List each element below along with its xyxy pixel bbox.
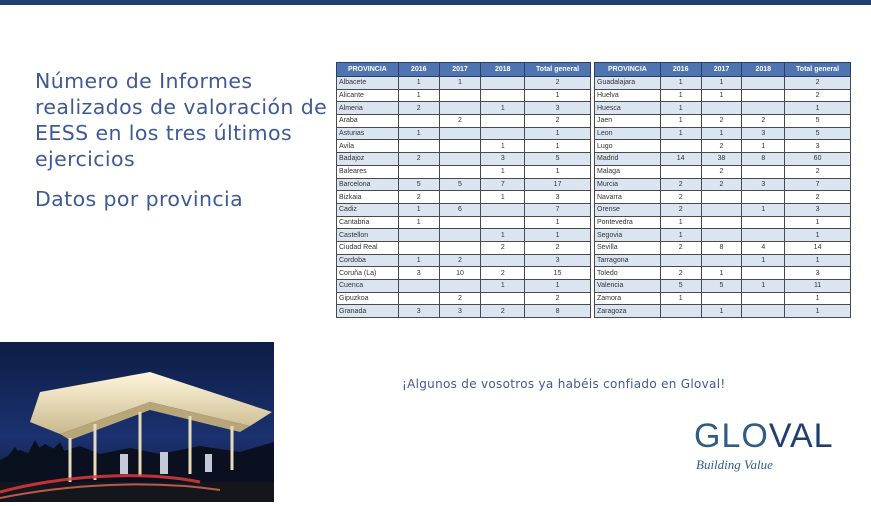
table-header-row [337,63,591,77]
province-name-cell: Baleares [337,165,399,178]
count-cell: 3 [525,191,591,204]
count-cell [439,153,481,166]
count-cell: 2 [481,241,525,254]
province-name-cell: Cuenca [337,280,399,293]
count-cell: 1 [660,77,701,90]
province-name-cell: Leon [595,127,661,140]
count-cell [742,267,785,280]
count-cell: 3 [525,102,591,115]
count-cell [660,305,701,318]
count-cell: 2 [660,191,701,204]
count-cell: 2 [481,305,525,318]
province-name-cell: Navarra [595,191,661,204]
province-name-cell: Lugo [595,140,661,153]
count-cell: 1 [785,254,851,267]
column-header: Total general [785,63,851,77]
province-name-cell: Huelva [595,89,661,102]
count-cell: 2 [785,165,851,178]
count-cell [481,292,525,305]
table-row [337,229,591,242]
count-cell [742,102,785,115]
province-name-cell: Orense [595,203,661,216]
count-cell: 1 [785,216,851,229]
logo-word-start: GLO [694,417,769,455]
count-cell: 3 [481,153,525,166]
table-row [337,280,591,293]
table-row [595,89,851,102]
count-cell [481,115,525,128]
province-name-cell: Barcelona [337,178,399,191]
count-cell [742,305,785,318]
count-cell: 10 [439,267,481,280]
count-cell: 11 [785,280,851,293]
count-cell: 14 [785,241,851,254]
count-cell: 1 [742,140,785,153]
province-name-cell: Asturias [337,127,399,140]
table-row [595,203,851,216]
count-cell: 2 [439,292,481,305]
count-cell: 38 [701,153,742,166]
count-cell: 4 [742,241,785,254]
count-cell: 1 [701,127,742,140]
table-row [595,153,851,166]
count-cell: 1 [525,89,591,102]
count-cell [398,280,439,293]
count-cell: 15 [525,267,591,280]
table-row [595,229,851,242]
count-cell: 1 [398,254,439,267]
count-cell: 1 [398,127,439,140]
count-cell: 1 [660,102,701,115]
count-cell [398,115,439,128]
count-cell: 1 [439,77,481,90]
province-name-cell: Malaga [595,165,661,178]
table-row [337,89,591,102]
table-row [337,254,591,267]
count-cell: 1 [701,89,742,102]
province-name-cell: Toledo [595,267,661,280]
table-row [337,241,591,254]
count-cell: 1 [701,305,742,318]
top-accent-bar [0,0,871,5]
count-cell [742,216,785,229]
gas-station-illustration [0,342,274,502]
count-cell [398,241,439,254]
column-header: PROVINCIA [595,63,661,77]
count-cell: 3 [742,178,785,191]
count-cell [481,89,525,102]
count-cell [398,140,439,153]
province-name-cell: Jaen [595,115,661,128]
table-row [337,77,591,90]
table-row [595,267,851,280]
slide-subtitle: Datos por provincia [35,187,244,211]
count-cell: 1 [660,216,701,229]
count-cell: 1 [742,203,785,216]
count-cell [701,292,742,305]
province-name-cell: Valencia [595,280,661,293]
count-cell: 1 [398,203,439,216]
column-header: 2017 [701,63,742,77]
table-row [337,178,591,191]
province-table-left [336,62,591,318]
count-cell: 1 [701,267,742,280]
count-cell: 3 [785,267,851,280]
table-row [337,115,591,128]
count-cell: 1 [660,229,701,242]
count-cell: 1 [785,229,851,242]
table-row [337,165,591,178]
province-name-cell: Albacete [337,77,399,90]
tagline: ¡Algunos de vosotros ya habéis confiado en Gloval! [402,377,726,391]
count-cell: 5 [785,115,851,128]
logo-word-end: VAL [768,417,834,455]
count-cell: 1 [525,127,591,140]
count-cell [398,292,439,305]
table-row [595,216,851,229]
province-name-cell: Tarragona [595,254,661,267]
count-cell: 1 [785,102,851,115]
province-table-right [594,62,851,318]
column-header: PROVINCIA [337,63,399,77]
gloval-logo [694,418,839,476]
count-cell: 1 [660,115,701,128]
count-cell [660,254,701,267]
table-row [337,305,591,318]
count-cell: 2 [701,115,742,128]
count-cell: 2 [525,115,591,128]
table-row [595,77,851,90]
count-cell: 2 [742,115,785,128]
count-cell: 2 [701,165,742,178]
slide-title: Número de Informes realizados de valoración de EESS en los tres últimos ejercicios [35,69,328,171]
table-row [595,191,851,204]
count-cell [439,89,481,102]
count-cell: 2 [785,191,851,204]
column-header: 2018 [481,63,525,77]
table-row [595,280,851,293]
count-cell [701,203,742,216]
count-cell: 1 [481,280,525,293]
count-cell: 1 [525,280,591,293]
count-cell: 3 [439,305,481,318]
count-cell: 1 [701,77,742,90]
logo-wordmark [694,418,834,454]
count-cell: 1 [398,89,439,102]
province-name-cell: Zaragoza [595,305,661,318]
column-header: 2018 [742,63,785,77]
count-cell: 3 [785,203,851,216]
count-cell [701,254,742,267]
table-row [337,203,591,216]
table-row [595,165,851,178]
table-row [337,191,591,204]
table-row [337,216,591,229]
count-cell [481,203,525,216]
count-cell: 1 [398,216,439,229]
table-row [595,254,851,267]
province-name-cell: Segovia [595,229,661,242]
count-cell [439,127,481,140]
count-cell [701,229,742,242]
count-cell [481,254,525,267]
count-cell [660,140,701,153]
table-row [595,115,851,128]
table-row [337,102,591,115]
count-cell [398,165,439,178]
count-cell [439,241,481,254]
count-cell [742,292,785,305]
count-cell: 1 [660,127,701,140]
count-cell: 1 [525,229,591,242]
gas-station-photo [0,342,274,502]
table-row [595,178,851,191]
logo-slogan: Building Value [696,457,773,472]
count-cell: 14 [660,153,701,166]
province-name-cell: Castellon [337,229,399,242]
count-cell: 1 [481,102,525,115]
province-name-cell: Avila [337,140,399,153]
count-cell: 1 [525,140,591,153]
count-cell [660,165,701,178]
count-cell: 2 [439,115,481,128]
count-cell: 2 [785,89,851,102]
count-cell [439,102,481,115]
count-cell: 6 [439,203,481,216]
count-cell [439,216,481,229]
count-cell: 7 [525,203,591,216]
count-cell [701,102,742,115]
table-row [337,127,591,140]
count-cell: 3 [742,127,785,140]
count-cell: 3 [525,254,591,267]
count-cell: 1 [525,216,591,229]
count-cell: 3 [398,267,439,280]
table-row [337,292,591,305]
count-cell [701,191,742,204]
table-row [595,292,851,305]
province-name-cell: Gipuzkoa [337,292,399,305]
count-cell [742,77,785,90]
count-cell: 1 [742,254,785,267]
count-cell [439,140,481,153]
count-cell: 3 [785,140,851,153]
count-cell: 8 [701,241,742,254]
province-name-cell: Sevilla [595,241,661,254]
province-name-cell: Almeria [337,102,399,115]
column-header: 2016 [398,63,439,77]
count-cell [398,229,439,242]
province-name-cell: Guadalajara [595,77,661,90]
count-cell [481,127,525,140]
province-name-cell: Huesca [595,102,661,115]
table-row [337,140,591,153]
province-name-cell: Alicante [337,89,399,102]
count-cell: 1 [481,140,525,153]
count-cell: 2 [785,77,851,90]
table-row [337,153,591,166]
province-name-cell: Araba [337,115,399,128]
count-cell: 1 [660,89,701,102]
count-cell [742,191,785,204]
count-cell [742,229,785,242]
count-cell: 2 [398,153,439,166]
count-cell: 2 [660,203,701,216]
count-cell: 5 [785,127,851,140]
count-cell: 8 [742,153,785,166]
table-row [337,267,591,280]
count-cell: 2 [481,267,525,280]
table-row [595,305,851,318]
count-cell: 2 [525,292,591,305]
column-header: 2017 [439,63,481,77]
table-row [595,241,851,254]
count-cell: 2 [439,254,481,267]
count-cell: 2 [398,102,439,115]
count-cell: 2 [525,241,591,254]
count-cell: 7 [481,178,525,191]
count-cell: 2 [660,178,701,191]
column-header: Total general [525,63,591,77]
count-cell [701,216,742,229]
count-cell: 1 [785,305,851,318]
province-name-cell: Badajoz [337,153,399,166]
province-name-cell: Bizkaia [337,191,399,204]
table-row [595,127,851,140]
province-name-cell: Ciudad Real [337,241,399,254]
count-cell [481,77,525,90]
count-cell: 60 [785,153,851,166]
count-cell [439,165,481,178]
count-cell: 17 [525,178,591,191]
table-header-row [595,63,851,77]
province-name-cell: Cordoba [337,254,399,267]
count-cell: 5 [701,280,742,293]
count-cell: 1 [660,292,701,305]
province-name-cell: Cadiz [337,203,399,216]
count-cell [742,89,785,102]
count-cell: 2 [398,191,439,204]
count-cell: 1 [785,292,851,305]
count-cell [439,229,481,242]
province-name-cell: Zamora [595,292,661,305]
table-row [595,140,851,153]
table-row [595,102,851,115]
count-cell: 7 [785,178,851,191]
province-name-cell: Cantabria [337,216,399,229]
count-cell: 2 [525,77,591,90]
count-cell: 1 [525,165,591,178]
count-cell [439,280,481,293]
column-header: 2016 [660,63,701,77]
count-cell: 5 [398,178,439,191]
count-cell: 1 [398,77,439,90]
count-cell: 5 [660,280,701,293]
count-cell [481,216,525,229]
province-name-cell: Madrid [595,153,661,166]
count-cell [439,191,481,204]
count-cell: 5 [439,178,481,191]
count-cell [742,165,785,178]
count-cell: 2 [701,178,742,191]
count-cell: 1 [481,165,525,178]
province-name-cell: Granada [337,305,399,318]
slide-heading [35,68,335,212]
province-name-cell: Coruña (La) [337,267,399,280]
count-cell: 2 [660,267,701,280]
count-cell: 1 [742,280,785,293]
count-cell: 1 [481,191,525,204]
province-name-cell: Murcia [595,178,661,191]
count-cell: 8 [525,305,591,318]
count-cell: 2 [660,241,701,254]
province-name-cell: Pontevedra [595,216,661,229]
count-cell: 1 [481,229,525,242]
count-cell: 2 [701,140,742,153]
count-cell: 5 [525,153,591,166]
count-cell: 3 [398,305,439,318]
